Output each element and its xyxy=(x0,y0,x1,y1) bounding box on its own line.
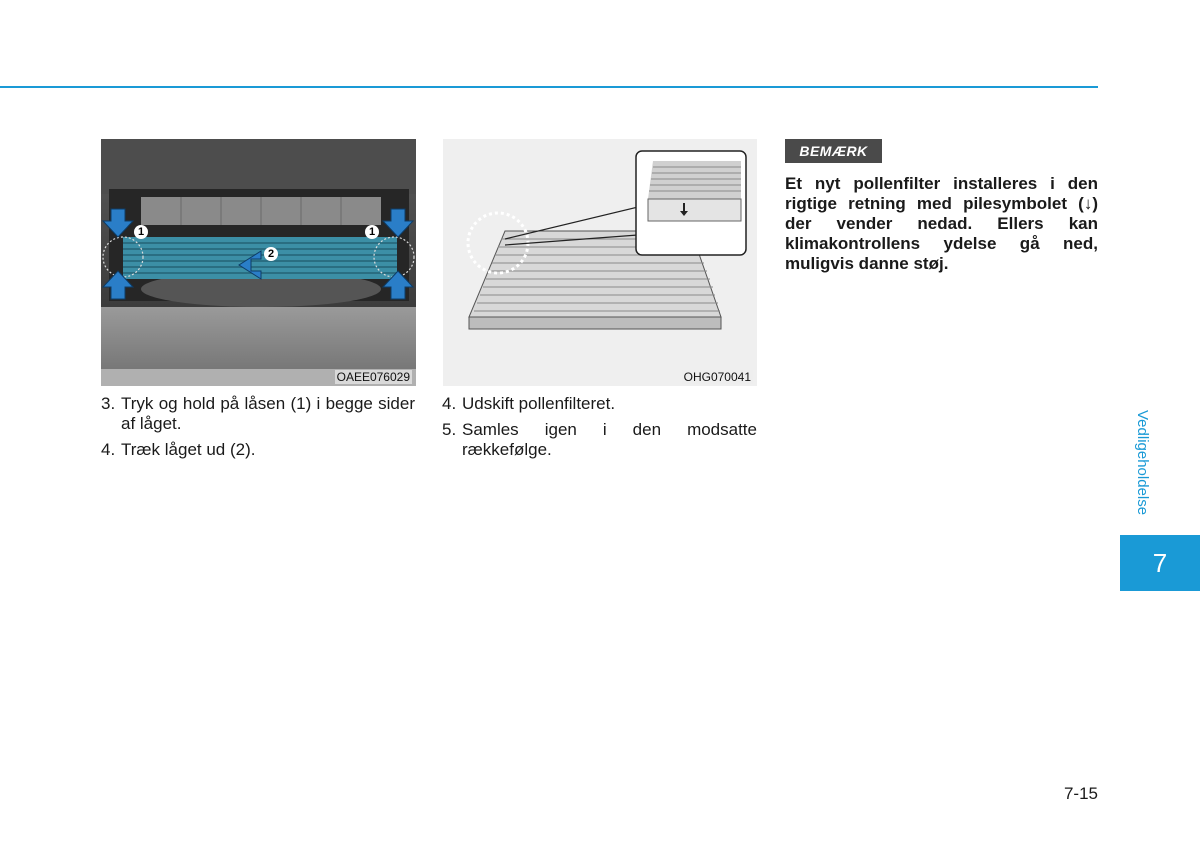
step-text: Samles igen i den modsatte rækkefølge. xyxy=(462,420,757,459)
filter-cover-illustration xyxy=(101,139,416,386)
list-item xyxy=(101,440,415,460)
figure-filter-cover xyxy=(101,139,416,386)
section-tab-label: Vedligeholdelse xyxy=(1134,410,1151,516)
list-item xyxy=(442,394,757,414)
list-item xyxy=(101,394,415,434)
header-rule xyxy=(0,86,1098,88)
callout-2: 2 xyxy=(264,247,278,261)
note-text: Et nyt pollenfilter installeres i den rigtige retning med pilesymbolet (↓) der vender nedad. Ellers kan klimakontrollens ydelse gå ned, muligvis danne støj. xyxy=(785,174,1098,273)
figure-code: OHG070041 xyxy=(683,370,751,384)
figure-code: OAEE076029 xyxy=(336,370,410,384)
callout-1-right: 1 xyxy=(365,225,379,239)
step-text: Tryk og hold på låsen (1) i begge sider af låget. xyxy=(121,394,415,433)
note-label: BEMÆRK xyxy=(785,139,882,163)
step-number: 4. xyxy=(101,440,116,459)
chapter-number: 7 xyxy=(1120,535,1200,591)
steps-list-left xyxy=(101,394,415,466)
step-text: Udskift pollenfilteret. xyxy=(462,394,616,413)
page-number: 7-15 xyxy=(1063,784,1098,803)
step-text: Træk låget ud (2). xyxy=(121,440,256,459)
step-number: 4. xyxy=(442,394,457,413)
step-number: 3. xyxy=(101,394,116,413)
callout-1-left: 1 xyxy=(134,225,148,239)
list-item xyxy=(442,420,757,460)
step-number: 5. xyxy=(442,420,457,439)
figure-pollen-filter xyxy=(443,139,757,386)
steps-list-right xyxy=(442,394,757,466)
pollen-filter-illustration xyxy=(443,139,757,386)
